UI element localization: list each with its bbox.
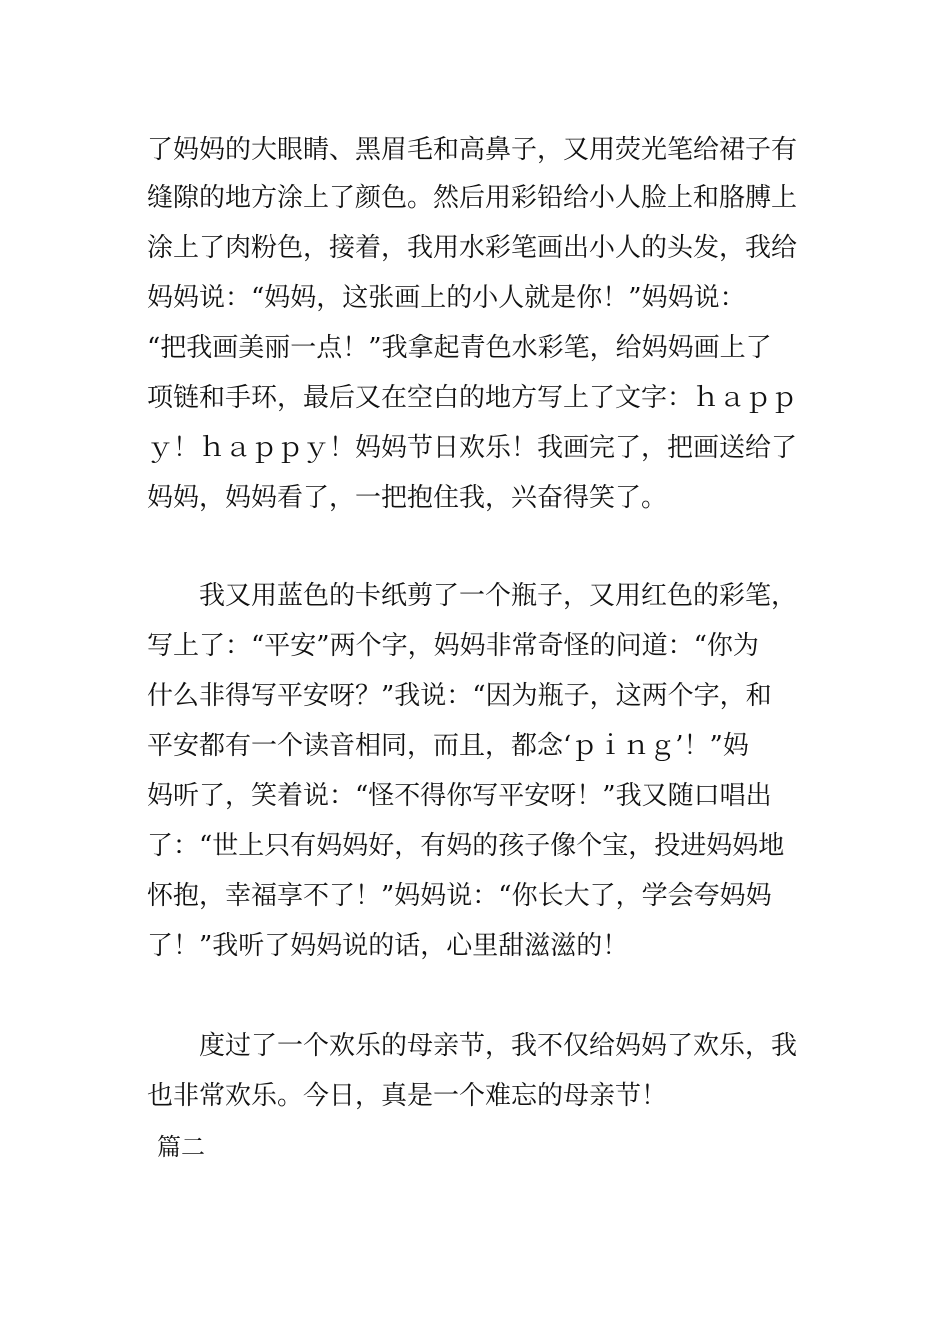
text-line: 妈妈，妈妈看了，一把抱住我，兴奋得笑了。: [147, 483, 668, 513]
text-line: 了：“世上只有妈妈好，有妈的孩子像个宝，投进妈妈地: [147, 831, 785, 861]
text-line: 涂上了肉粉色，接着，我用水彩笔画出小人的头发，我给: [147, 233, 798, 263]
text-line: 度过了一个欢乐的母亲节，我不仅给妈妈了欢乐，我: [147, 1031, 798, 1061]
text-line: 怀抱，幸福享不了！”妈妈说：“你长大了，学会夸妈妈: [147, 881, 772, 911]
text-line: 平安都有一个读音相同，而且，都念‘ｐｉｎｇ’！”妈: [147, 731, 749, 761]
text-line: 缝隙的地方涂上了颜色。然后用彩铅给小人脸上和胳膊上: [147, 183, 798, 213]
text-line: 写上了：“平安”两个字，妈妈非常奇怪的问道：“你为: [147, 631, 759, 661]
text-line: 妈听了，笑着说：“怪不得你写平安呀！”我又随口唱出: [147, 781, 772, 811]
text-line: 我又用蓝色的卡纸剪了一个瓶子，又用红色的彩笔，: [147, 581, 798, 611]
text-line: 了妈妈的大眼睛、黑眉毛和高鼻子，又用荧光笔给裙子有: [147, 135, 798, 165]
text-line: 了！”我听了妈妈说的话，心里甜滋滋的！: [147, 931, 629, 961]
text-line: “把我画美丽一点！”我拿起青色水彩笔，给妈妈画上了: [147, 333, 772, 363]
section-heading: 篇二: [157, 1133, 205, 1161]
text-line: 也非常欢乐。今日，真是一个难忘的母亲节！: [147, 1081, 668, 1111]
text-line: 什么非得写平安呀？”我说：“因为瓶子，这两个字，和: [147, 681, 772, 711]
text-line: 项链和手环，最后又在空白的地方写上了文字：ｈａｐｐ: [147, 383, 798, 413]
text-line: ｙ！ｈａｐｐｙ！妈妈节日欢乐！我画完了，把画送给了: [147, 433, 798, 463]
text-line: 妈妈说：“妈妈，这张画上的小人就是你！”妈妈说：: [147, 283, 746, 313]
